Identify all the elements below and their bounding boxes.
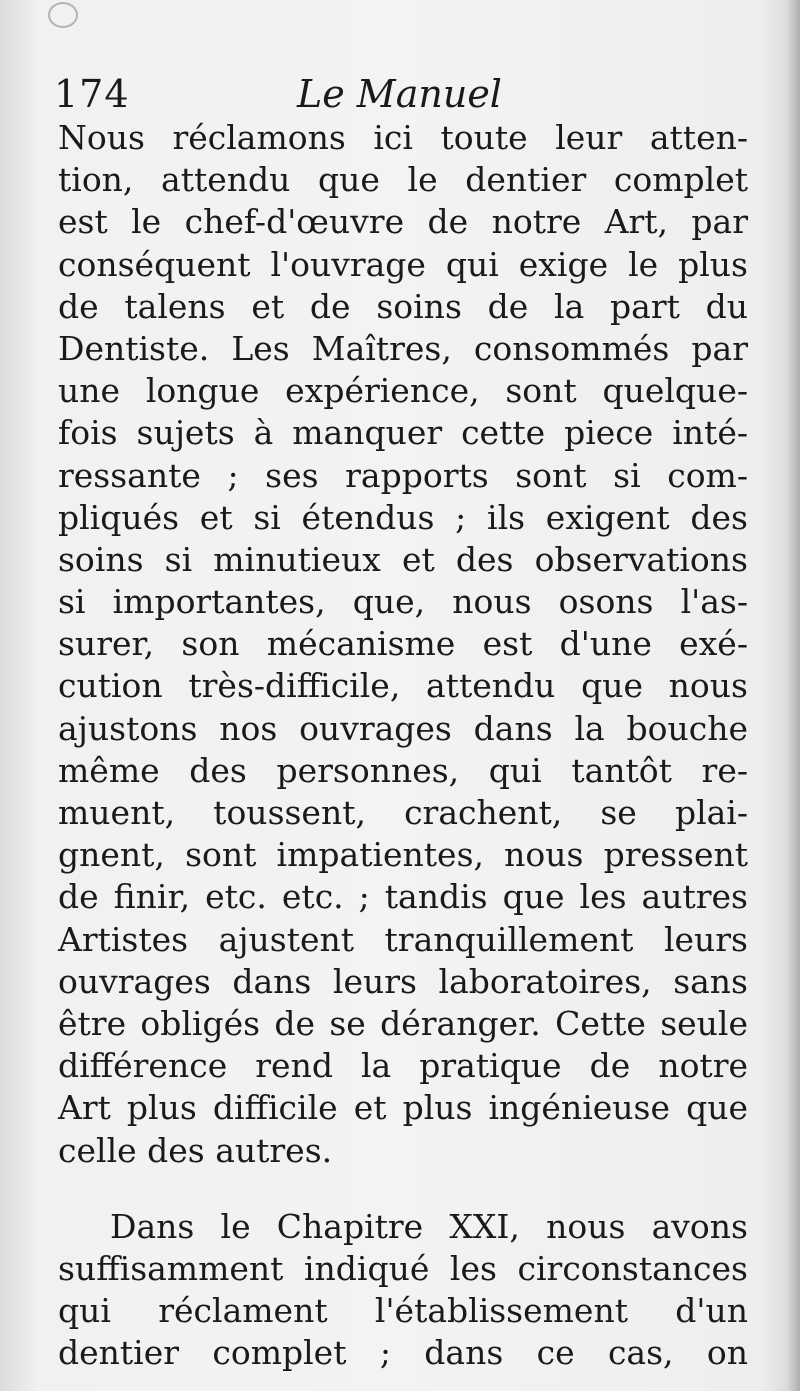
text-line: de finir, etc. etc. ; tandis que les autres (58, 877, 748, 917)
text-line: Art plus difficile et plus ingénieuse que (58, 1088, 748, 1128)
text-line: celle des autres. (58, 1130, 333, 1170)
text-line: différence rend la pratique de notre (58, 1046, 748, 1086)
paragraph-gap (58, 1172, 748, 1206)
page-number: 174 (54, 72, 130, 116)
text-line: tion, attendu que le dentier complet (58, 160, 748, 200)
page-edge-shadow (786, 0, 800, 1391)
text-line: pliqués et si étendus ; ils exigent des (58, 497, 748, 537)
text-line: Dentiste. Les Maîtres, consommés par (58, 328, 748, 368)
page-header (52, 72, 752, 122)
text-line: Nous réclamons ici toute leur atten- (58, 118, 748, 157)
text-line: Dans le Chapitre XXI, nous avons (110, 1206, 748, 1246)
text-line: si importantes, que, nous osons l'as- (58, 582, 748, 622)
text-line: Artistes ajustent tranquillement leurs (58, 919, 748, 959)
text-line: conséquent l'ouvrage qui exige le plus (58, 244, 748, 284)
body-text (58, 117, 748, 1374)
text-line: une longue expérience, sont quelque- (58, 371, 748, 411)
text-line: être obligés de se déranger. Cette seule (58, 1003, 748, 1043)
text-line: muent, toussent, crachent, se plai- (58, 793, 748, 832)
running-title: Le Manuel (297, 72, 502, 116)
text-line: qui réclament l'établissement d'un (58, 1291, 748, 1331)
text-line: même des personnes, qui tantôt re- (58, 750, 748, 790)
text-line: gnent, sont impatientes, nous pressent (58, 835, 748, 875)
text-line: ressante ; ses rapports sont si com- (58, 455, 748, 495)
text-line: suffisamment indiqué les circonstances (58, 1248, 748, 1288)
text-line: ouvrages dans leurs laboratoires, sans (58, 961, 748, 1001)
library-stamp-mark (48, 2, 78, 28)
text-line: fois sujets à manquer cette piece inté- (58, 413, 748, 453)
text-line: dentier complet ; dans ce cas, on (58, 1333, 748, 1373)
text-line: surer, son mécanisme est d'une exé- (58, 624, 748, 664)
text-line: de talens et de soins de la part du (58, 286, 748, 326)
paragraph (58, 1206, 748, 1375)
paragraph (58, 117, 748, 1172)
text-line: soins si minutieux et des observations (58, 539, 748, 579)
text-line: est le chef-d'œuvre de notre Art, par (58, 202, 748, 242)
text-line: cution très-difficile, attendu que nous (58, 666, 748, 706)
text-line: ajustons nos ouvrages dans la bouche (58, 708, 748, 748)
